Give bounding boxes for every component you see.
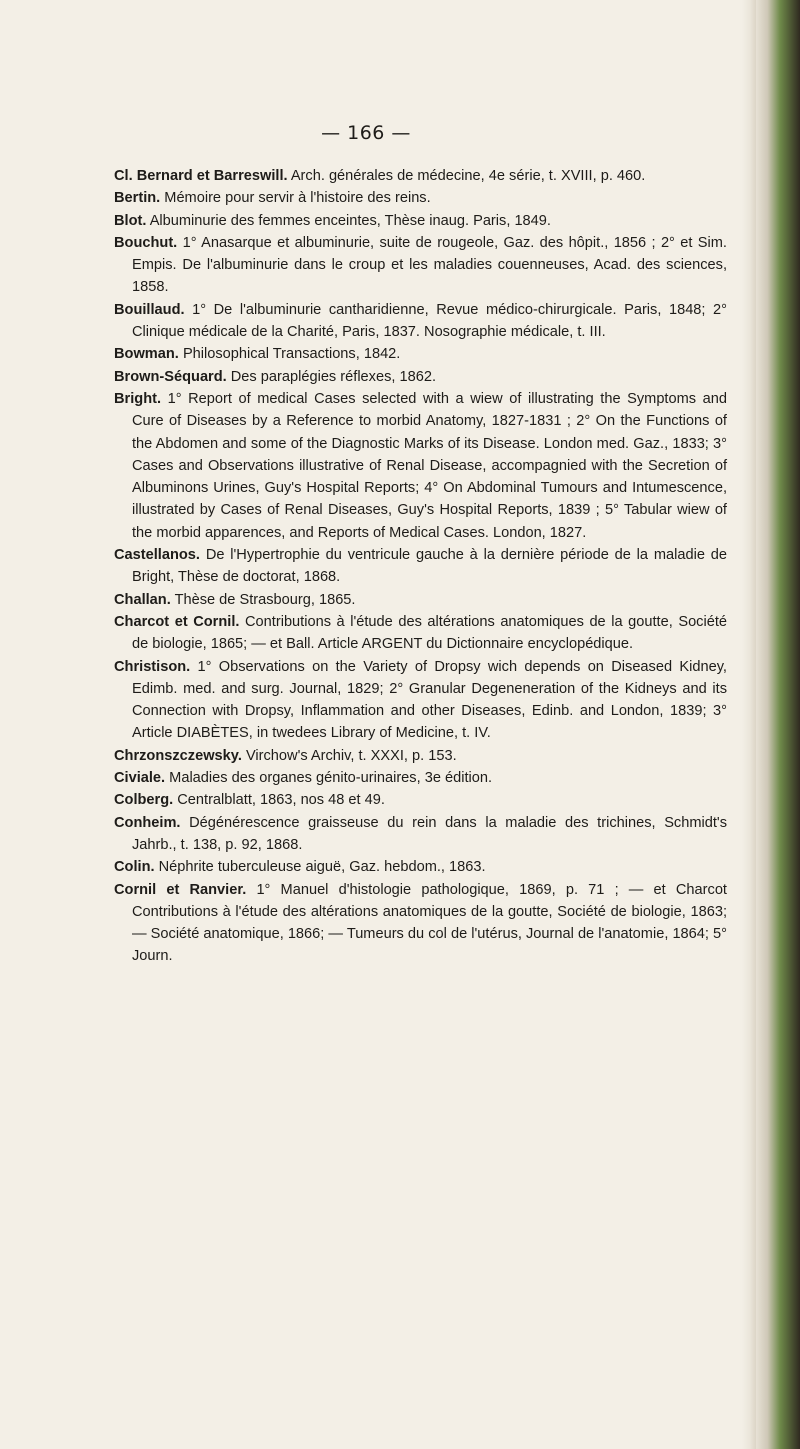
entry-text: Mémoire pour servir à l'histoire des reins. — [164, 190, 431, 207]
bibliography-entry — [114, 343, 727, 365]
entry-author: Bright. — [114, 390, 162, 407]
bibliography-entry — [114, 232, 727, 299]
entry-author: Civiale. — [114, 770, 166, 787]
page-edge-gradient — [742, 0, 756, 1449]
entry-author: Cornil et Ranvier. — [114, 881, 247, 898]
page-number: — 166 — — [321, 122, 411, 144]
bibliography-entry — [114, 210, 727, 232]
bibliography-entry — [114, 767, 727, 789]
entry-author: Bertin. — [114, 190, 161, 207]
entry-author: Bowman. — [114, 346, 179, 363]
entry-author: Challan. — [114, 591, 171, 608]
entry-author: Bouillaud. — [114, 301, 185, 318]
bibliography-entry — [114, 745, 727, 767]
entry-text: Philosophical Transactions, 1842. — [182, 346, 401, 363]
entry-text: Virchow's Archiv, t. XXXI, p. 153. — [245, 747, 457, 764]
entry-author: Chrzonszczewsky. — [114, 747, 242, 764]
bibliography-entry — [114, 544, 727, 589]
entry-text: Contributions à l'étude des altérations anatomiques de la goutte, Société de biologie, 1865; — et Ball. Article ARGENT du Dictionnaire encyclopédique. — [132, 613, 728, 653]
bibliography-list — [114, 165, 727, 968]
bibliography-entry — [114, 856, 727, 878]
entry-text: 1° Observations on the Variety of Dropsy wich depends on Diseased Kidney, Edimb. med. and surg. Journal, 1829; 2° Granular Degeneneration of the Kidneys and its Connection with Dropsy, Inflammation and other Diseases, Edinb. and London, 1839; 3° Article DIABÈTES, in twedees Library of Medicine, t. IV. — [132, 658, 727, 742]
bibliography-entry — [114, 611, 727, 656]
entry-author: Cl. Bernard et Barreswill. — [114, 168, 288, 184]
entry-author: Conheim. — [114, 814, 181, 831]
bibliography-entry — [114, 589, 727, 611]
entry-text: De l'Hypertrophie du ventricule gauche à la dernière période de la maladie de Bright, Thèse de doctorat, 1868. — [132, 547, 728, 586]
bibliography-entry — [114, 366, 727, 388]
bibliography-entry — [114, 812, 727, 857]
entry-text: Thèse de Strasbourg, 1865. — [174, 591, 356, 608]
bibliography-entry — [114, 299, 727, 344]
page-binding-shadow — [750, 0, 800, 1449]
entry-text: Arch. générales de médecine, 4e série, t. XVIII, p. 460. — [290, 168, 646, 184]
entry-text: 1° De l'albuminurie cantharidienne, Revue médico-chirurgicale. Paris, 1848; 2° Clinique médicale de la Charité, Paris, 1837. Nosographie médicale, t. III. — [132, 301, 727, 341]
entry-author: Blot. — [114, 212, 147, 229]
entry-author: Christison. — [114, 658, 191, 675]
entry-text: Albuminurie des femmes enceintes, Thèse inaug. Paris, 1849. — [149, 212, 551, 229]
entry-text: Centralblatt, 1863, nos 48 et 49. — [177, 792, 385, 809]
bibliography-entry — [114, 165, 727, 187]
bibliography-entry — [114, 656, 727, 745]
entry-text: Dégénérescence graisseuse du rein dans la maladie des trichines, Schmidt's Jahrb., t. 138, p. 92, 1868. — [132, 814, 727, 853]
bibliography-entry — [114, 388, 727, 544]
bibliography-entry — [114, 879, 727, 968]
entry-author: Bouchut. — [114, 234, 178, 251]
bibliography-entry — [114, 187, 727, 209]
entry-text: Néphrite tuberculeuse aiguë, Gaz. hebdom., 1863. — [158, 859, 486, 876]
entry-author: Charcot et Cornil. — [114, 613, 240, 630]
entry-author: Colin. — [114, 859, 155, 876]
entry-author: Castellanos. — [114, 547, 200, 564]
entry-author: Colberg. — [114, 792, 174, 809]
entry-text: 1° Report of medical Cases selected with a wiew of illustrating the Symptoms and Cure of Diseases by a Reference to morbid Anatomy, 1827-1831 ; 2° On the Functions of the Abdomen and some of the Diagnostic Marks of its Disease. London med. Gaz., 1833; 3° Cases and Observations illustrative of Renal Disease, accompagnied with the Secretion of Albuminons Urines, Guy's Hospital Reports; 4° On Abdominal Tumours and Intumescence, illustrated by Cases of Renal Diseases, Guy's Hospital Reports, 1839 ; 5° Tabular wiew of the morbid apparences, and Reports of Medical Cases. London, 1827. — [132, 390, 727, 541]
entry-text: Maladies des organes génito-urinaires, 3e édition. — [169, 770, 493, 787]
bibliography-entry — [114, 789, 727, 811]
entry-author: Brown-Séquard. — [114, 368, 227, 385]
entry-text: 1° Manuel d'histologie pathologique, 1869, p. 71 ; — et Charcot Contributions à l'étude des altérations anatomiques de la goutte, Société de biologie, 1863; — Société anatomique, 1866; — Tumeurs du col de l'utérus, Journal de l'anatomie, 1864; 5° Journ. — [132, 881, 727, 965]
entry-text: Des paraplégies réflexes, 1862. — [230, 368, 437, 385]
entry-text: 1° Anasarque et albuminurie, suite de rougeole, Gaz. des hôpit., 1856 ; 2° et Sim. Empis. De l'albuminurie dans le croup et les maladies couenneuses, Acad. des sciences, 1858. — [132, 234, 727, 296]
